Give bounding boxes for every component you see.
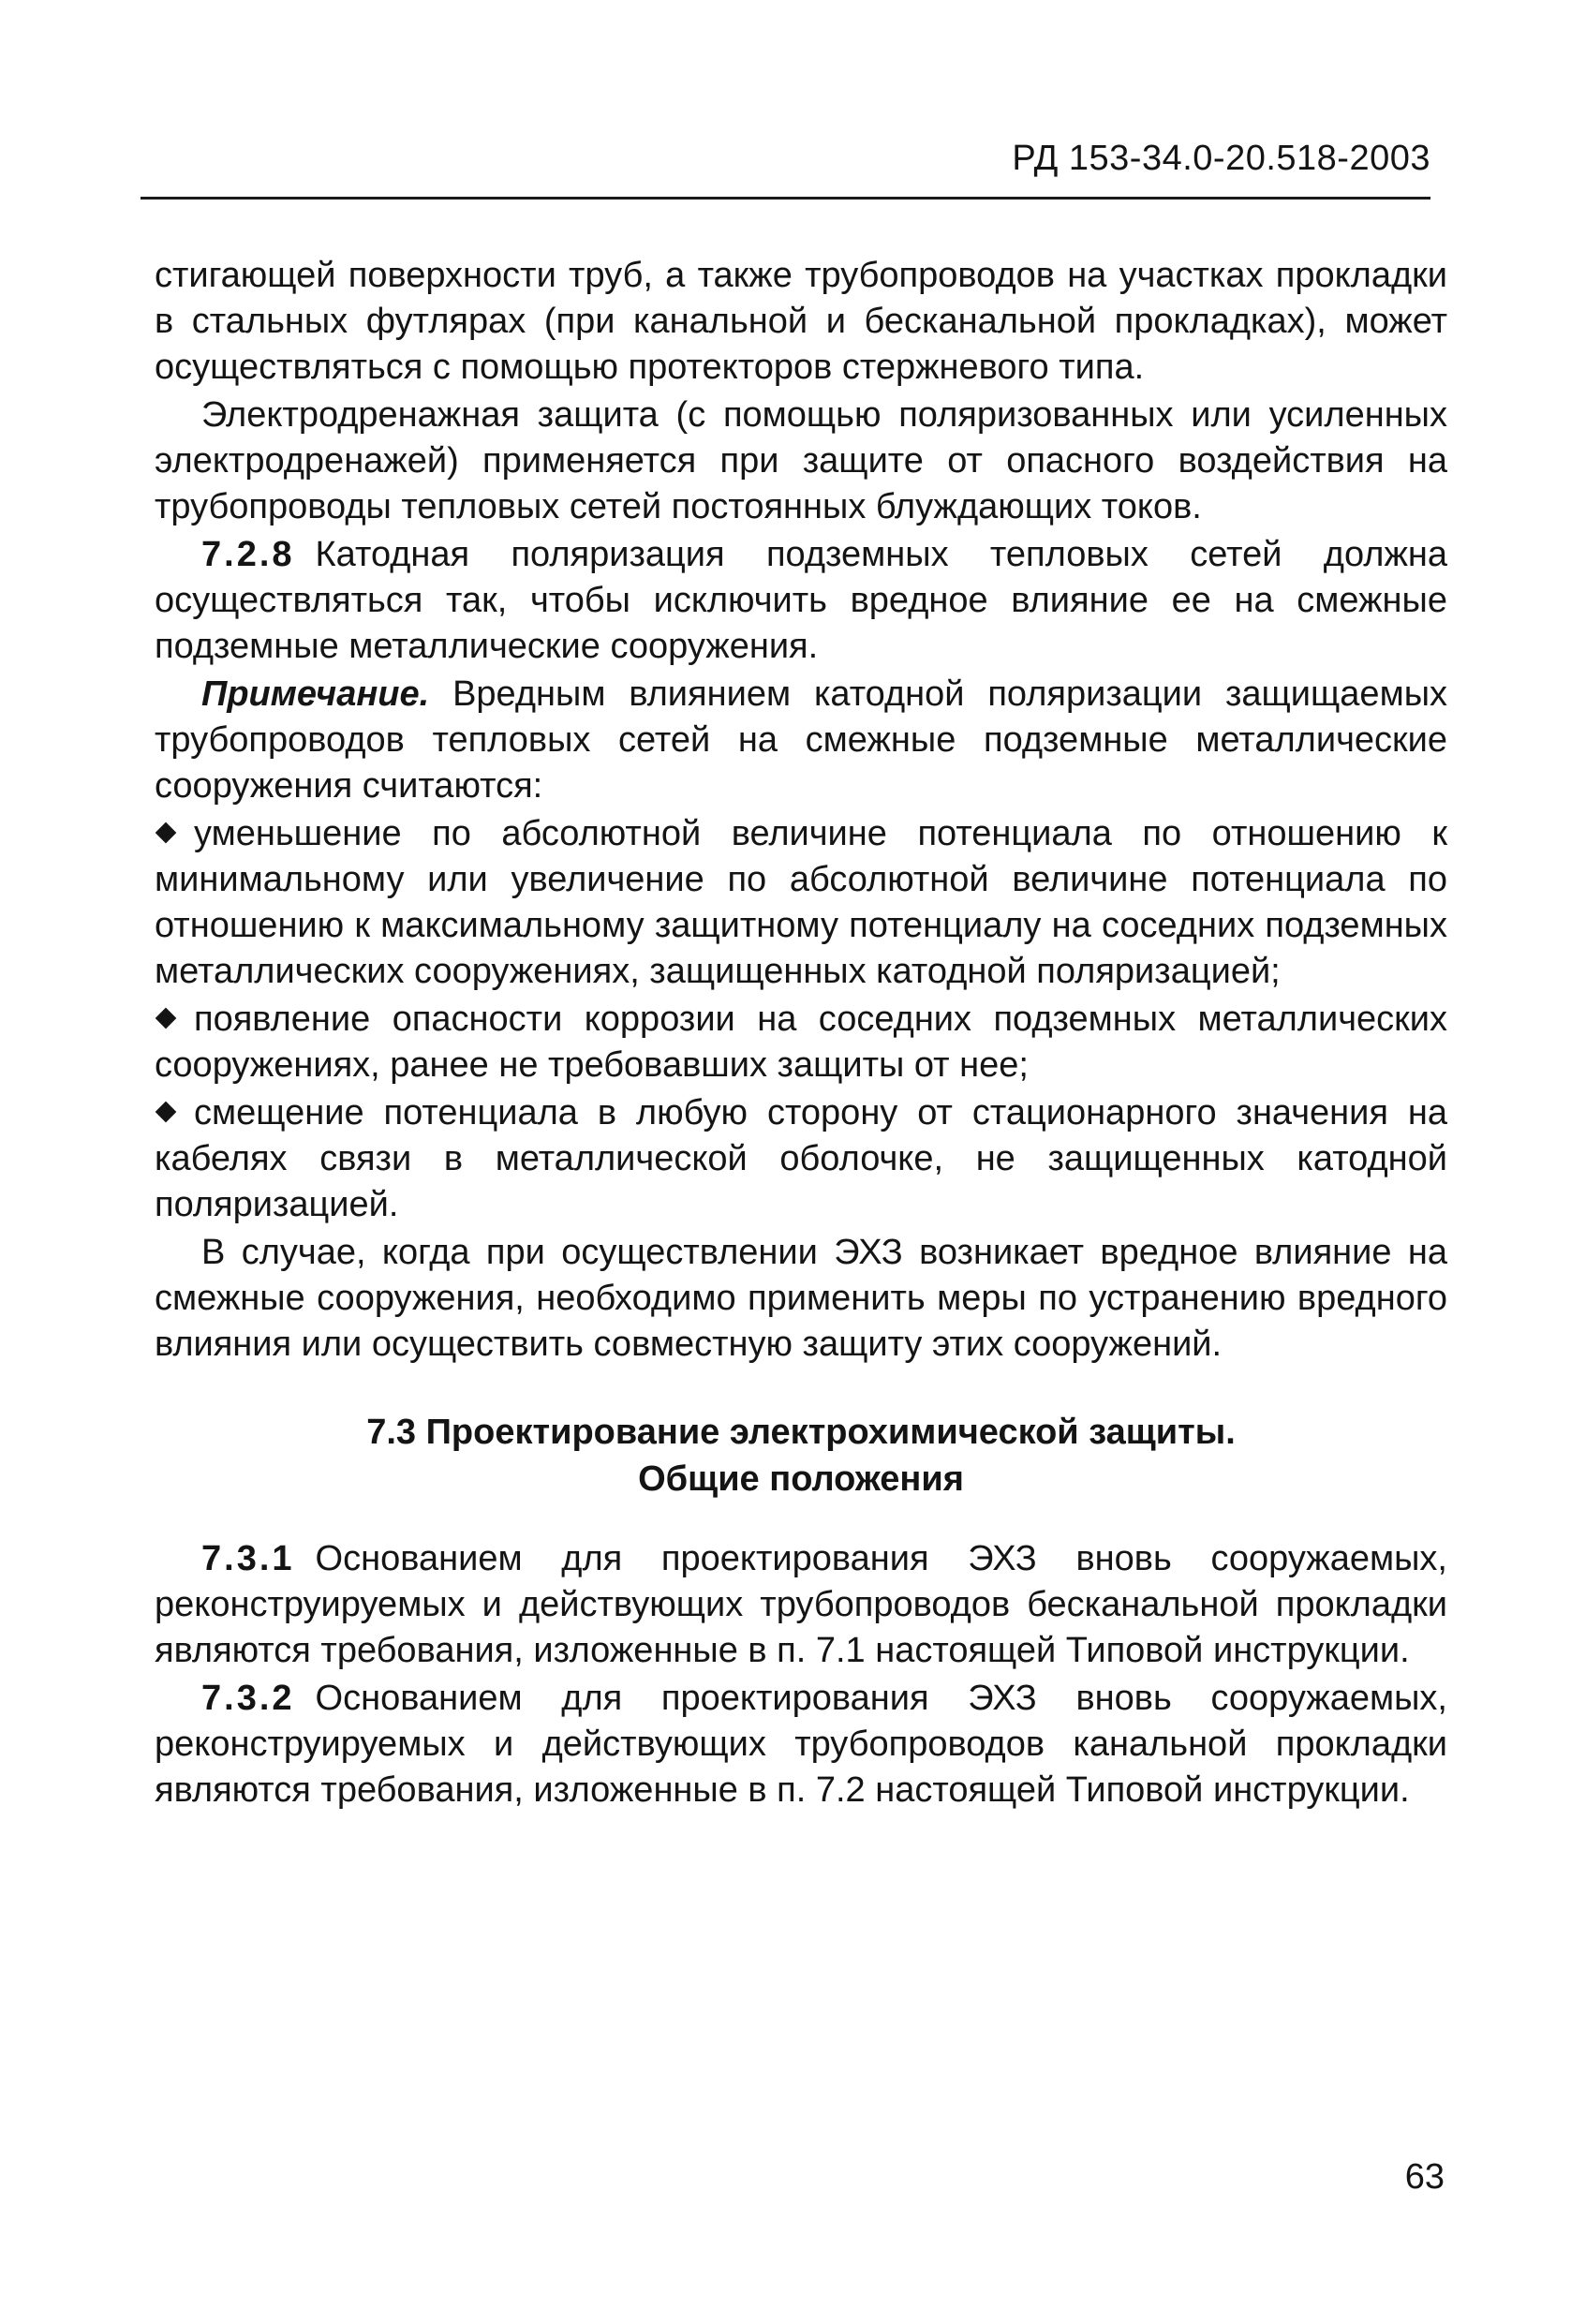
note-paragraph	[155, 672, 1447, 809]
bullet-item	[155, 1090, 1447, 1228]
paragraph-text: Электродренажная защита (с помощью поляризованных или усиленных электродренажей) применяется при защите от опасного воздействия на трубопроводы тепловых сетей постоянных блуждающих токов.	[155, 395, 1447, 526]
clause-7-3-1	[155, 1536, 1447, 1674]
clause-7-2-8	[155, 532, 1447, 670]
paragraph-continued: стигающей поверхности труб, а также трубопроводов на участках прокладки в стальных футлярах (при канальной и бесканальной прокладках), может осуществляться с помощью протекторов стержневого типа.	[155, 256, 1447, 387]
section-title-line-1: 7.3 Проектирование электрохимической защиты.	[366, 1413, 1236, 1452]
clause-text: Основанием для проектирования ЭХЗ вновь сооружаемых, реконструируемых и действующих трубопроводов канальной прокладки являются требования, изложенные в п. 7.2 настоящей Типовой инструкции.	[155, 1679, 1447, 1810]
diamond-bullet-icon	[156, 1008, 177, 1029]
clause-text: Основанием для проектирования ЭХЗ вновь сооружаемых, реконструируемых и действующих трубопроводов бесканальной прокладки являются требования, изложенные в п. 7.1 настоящей Типовой инструкции.	[155, 1539, 1447, 1670]
bullet-text: появление опасности коррозии на соседних подземных металлических сооружениях, ранее не требовавших защиты от нее;	[155, 999, 1447, 1085]
section-heading-7-3	[155, 1409, 1447, 1502]
clause-number: 7.3.2	[201, 1679, 295, 1718]
paragraph-text: В случае, когда при осуществлении ЭХЗ возникает вредное влияние на смежные сооружения, необходимо применить меры по устранению вредного влияния или осуществить совместную защиту этих сооружений.	[155, 1233, 1447, 1364]
note-label: Примечание.	[201, 674, 430, 714]
paragraph-harmful-influence	[155, 1230, 1447, 1368]
clause-text: Катодная поляризация подземных тепловых сетей должна осуществляться так, чтобы исключить вредное влияние ее на смежные подземные металлические сооружения.	[155, 535, 1447, 666]
document-code-header: РД 153-34.0-20.518-2003	[1012, 139, 1430, 178]
note-text: Вредным влиянием катодной поляризации защищаемых трубопроводов тепловых сетей на смежные подземные металлические сооружения считаются:	[155, 674, 1448, 806]
diamond-bullet-icon	[156, 822, 177, 844]
clause-number: 7.2.8	[201, 535, 295, 574]
paragraph-electrodrainage	[155, 392, 1447, 530]
bullet-text: уменьшение по абсолютной величине потенциала по отношению к минимальному или увеличение по абсолютной величине потенциала по отношению к максимальному защитному потенциалу на соседних подземных металлических сооружениях, защищенных катодной поляризацией;	[155, 814, 1447, 991]
body-text	[155, 253, 1447, 1813]
clause-number: 7.3.1	[201, 1539, 295, 1578]
bullet-item	[155, 811, 1447, 995]
bullet-text: смещение потенциала в любую сторону от стационарного значения на кабелях связи в металлической оболочке, не защищенных катодной поляризацией.	[155, 1093, 1447, 1224]
header-rule	[141, 197, 1430, 200]
bullet-item	[155, 997, 1447, 1088]
clause-7-3-2	[155, 1676, 1447, 1813]
section-title-line-2: Общие положения	[638, 1459, 964, 1499]
page-number: 63	[1404, 2157, 1445, 2197]
diamond-bullet-icon	[156, 1102, 177, 1123]
